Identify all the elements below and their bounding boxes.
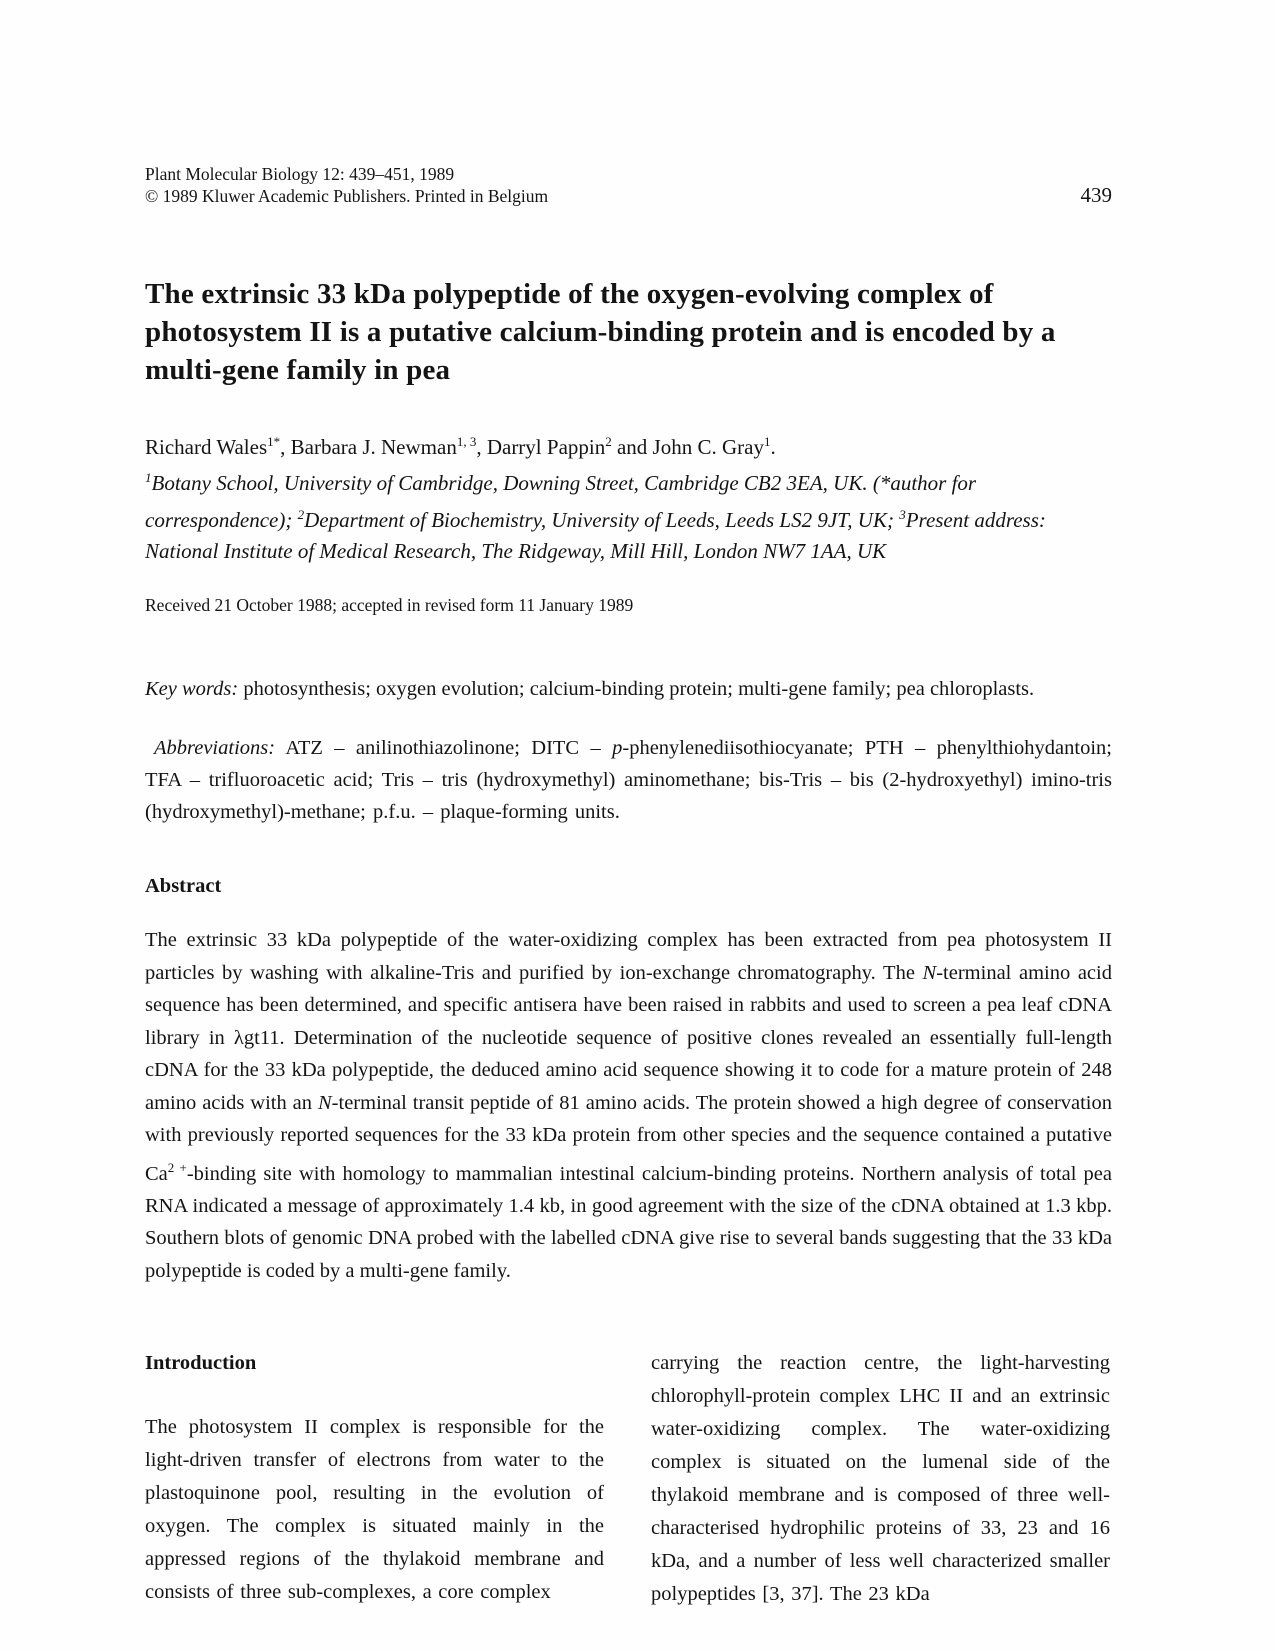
- intro-left-paragraph: The photosystem II complex is responsible for the light-driven transfer of electrons from water to the plastoquinone pool, resulting in the evolution of oxygen. The complex is situated mainly in the appressed regions of the thylakoid membrane and consists of three sub-complexes, a core complex: [145, 1416, 604, 1604]
- received-line: Received 21 October 1988; accepted in revised form 11 January 1989: [145, 595, 634, 615]
- intro-right-column: [651, 1347, 1110, 1611]
- affiliation-line: $^1$Botany School, University of Cambridge, Downing Street, Cambridge CB2 3EA, UK. (*author for correspondence); $^2$Department of Biochemistry, University of Leeds, Leeds LS2 9JT, UK; $^3$Present address: National Institute of Medical Research, The Ridgeway, Mill Hill, London NW7 1AA, UK: [145, 470, 1046, 563]
- abstract-heading: Abstract: [145, 875, 222, 897]
- intro-left-column: [145, 1347, 604, 1611]
- abstract-paragraph: The extrinsic 33 kDa polypeptide of the water-oxidizing complex has been extracted from pea photosystem II particles by washing with alkaline-Tris and purified by ion-exchange chromatography. The N-terminal amino acid sequence has been determined, and specific antisera have been raised in rabbits and used to screen a pea leaf cDNA library in λgt11. Determination of the nucleotide sequence of positive clones revealed an essentially full-length cDNA for the 33 kDa polypeptide, the deduced amino acid sequence showing it to code for a mature protein of 248 amino acids with an N-terminal transit peptide of 81 amino acids. The protein showed a high degree of conservation with previously reported sequences for the 33 kDa protein from other species and the sequence contained a putative $Ca^{2 +}$-binding site with homology to mammalian intestinal calcium-binding proteins. Northern analysis of total pea RNA indicated a message of approximately 1.4 kb, in good agreement with the size of the cDNA obtained at 1.3 kbp. Southern blots of genomic DNA probed with the labelled cDNA give rise to several bands suggesting that the 33 kDa polypeptide is coded by a multi-gene family.: [145, 929, 1112, 1282]
- keywords-text: photosynthesis; oxygen evolution; calcium-binding protein; multi-gene family; pea chloroplasts.: [238, 678, 1035, 700]
- page-number: 439: [1080, 183, 1112, 207]
- running-head: [145, 0, 1112, 207]
- introduction-heading: Introduction: [145, 1352, 257, 1375]
- abbreviations-text: ATZ – anilinothiazolinone; DITC – p-phenylenediisothiocyanate; PTH – phenylthiohydantoin; TFA – trifluoroacetic acid; Tris – tris (hydroxymethyl) aminomethane; bis-Tris – bis (2-hydroxyethyl) imino-tris (hydroxymethyl)-methane; p.f.u. – plaque-forming units.: [145, 737, 1112, 823]
- abbreviations-paragraph: [145, 732, 1112, 828]
- copyright-line: © 1989 Kluwer Academic Publishers. Printed in Belgium: [145, 186, 549, 206]
- abbreviations-label: Abbreviations:: [154, 737, 276, 759]
- keywords-paragraph: [145, 673, 1112, 705]
- article-title: The extrinsic 33 kDa polypeptide of the oxygen-evolving complex of photosystem II is a putative calcium-binding protein and is encoded by a multi-gene family in pea: [145, 278, 1056, 386]
- keywords-label: Key words:: [145, 678, 239, 700]
- author-line: Richard Wales$^{1*}$, Barbara J. Newman$^{1, 3}$, Darryl Pappin$^2$ and John C. Gray$^1$.: [145, 434, 776, 459]
- running-head-left: [145, 163, 548, 207]
- intro-right-paragraph: carrying the reaction centre, the light-harvesting chlorophyll-protein complex LHC II and an extrinsic water-oxidizing complex. The water-oxidizing complex is situated on the lumenal side of the thylakoid membrane and is composed of three well-characterised hydrophilic proteins of 33, 23 and 16 kDa, and a number of less well characterized smaller polypeptides [3, 37]. The 23 kDa: [651, 1352, 1110, 1606]
- introduction-section: [145, 1347, 1112, 1611]
- journal-line: Plant Molecular Biology 12: 439–451, 1989: [145, 164, 455, 184]
